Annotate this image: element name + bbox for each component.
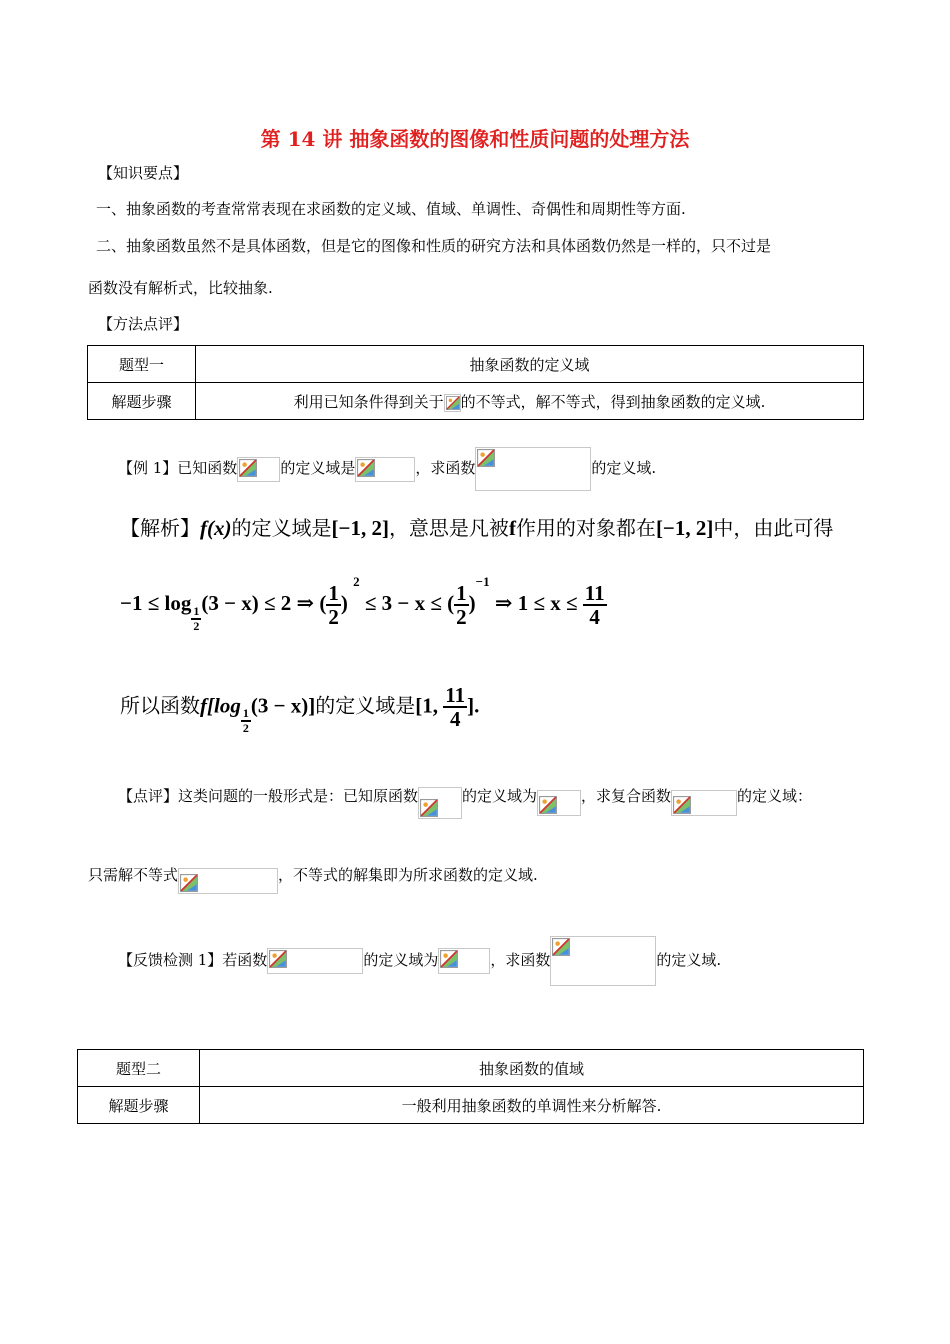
comment-line-1: 【点评】这类问题的一般形式是：已知原函数 的定义域为 ，求复合函数 的定义域： xyxy=(118,781,812,813)
solution-line-3: 所以函数f[log $\frac{1}{2}$ (3 − x)]的定义域是[1, $\frac{11}{4}$ ]. xyxy=(120,683,480,736)
comment-line-2: 只需解不等式 ，不等式的解集即为所求函数的定义域. xyxy=(88,863,538,889)
broken-image-icon xyxy=(671,790,737,816)
section-method-label: 【方法点评】 xyxy=(98,315,189,333)
knowledge-point-1: 一、抽象函数的考查常常表现在求函数的定义域、值域、单调性、奇偶性和周期性等方面. xyxy=(96,200,686,218)
table1-body-type: 抽象函数的定义域 xyxy=(196,346,864,383)
table2-body-steps: 一般利用抽象函数的单调性来分析解答. xyxy=(200,1087,864,1124)
solution-line-2-math: −1 ≤ log $\frac{1}{2}$ (3 − x) ≤ 2 ⇒ ( $\frac{1}{2}$ ) $^2$ ≤ 3 − x ≤ ( $\frac{1}{2}$ )$^{-1}$ ⇒ 1 ≤ x ≤ $\frac{11}{4}$ xyxy=(120,574,605,634)
example-1-text: 【例 1】已知函数 的定义域是 ，求函数 的定义域. xyxy=(118,447,656,491)
method-table-1 xyxy=(87,345,864,420)
broken-image-icon xyxy=(355,457,415,482)
section-knowledge-label: 【知识要点】 xyxy=(98,164,189,182)
solution-line-1: 【解析】f(x)的定义域是[−1, 2]，意思是凡被f作用的对象都在[−1, 2]中，由此可得 xyxy=(120,516,834,540)
broken-image-icon xyxy=(438,948,490,974)
broken-image-icon xyxy=(237,457,280,482)
table2-head-steps: 解题步骤 xyxy=(78,1087,200,1124)
knowledge-point-2-line1: 二、抽象函数虽然不是具体函数，但是它的图像和性质的研究方法和具体函数仍然是一样的，只不过是 xyxy=(96,237,772,255)
broken-image-icon xyxy=(178,868,278,894)
method-table-2 xyxy=(77,1049,864,1124)
broken-image-icon xyxy=(475,447,591,491)
feedback-1-text: 【反馈检测 1】若函数 的定义域为 ，求函数 的定义域. xyxy=(118,936,721,986)
table1-head-type: 题型一 xyxy=(88,346,196,383)
broken-image-icon xyxy=(418,787,462,819)
broken-image-icon xyxy=(537,790,581,816)
table1-head-steps: 解题步骤 xyxy=(88,383,196,420)
knowledge-point-2-line2: 函数没有解析式，比较抽象. xyxy=(88,279,273,297)
broken-image-icon xyxy=(267,948,363,974)
broken-image-icon xyxy=(444,394,461,412)
table1-body-steps: 利用已知条件得到关于 的不等式，解不等式，得到抽象函数的定义域. xyxy=(196,383,864,420)
table2-body-type: 抽象函数的值域 xyxy=(200,1050,864,1087)
table2-head-type: 题型二 xyxy=(78,1050,200,1087)
page-title: 第 14 讲 抽象函数的图像和性质问题的处理方法 xyxy=(260,127,690,151)
broken-image-icon xyxy=(550,936,656,986)
